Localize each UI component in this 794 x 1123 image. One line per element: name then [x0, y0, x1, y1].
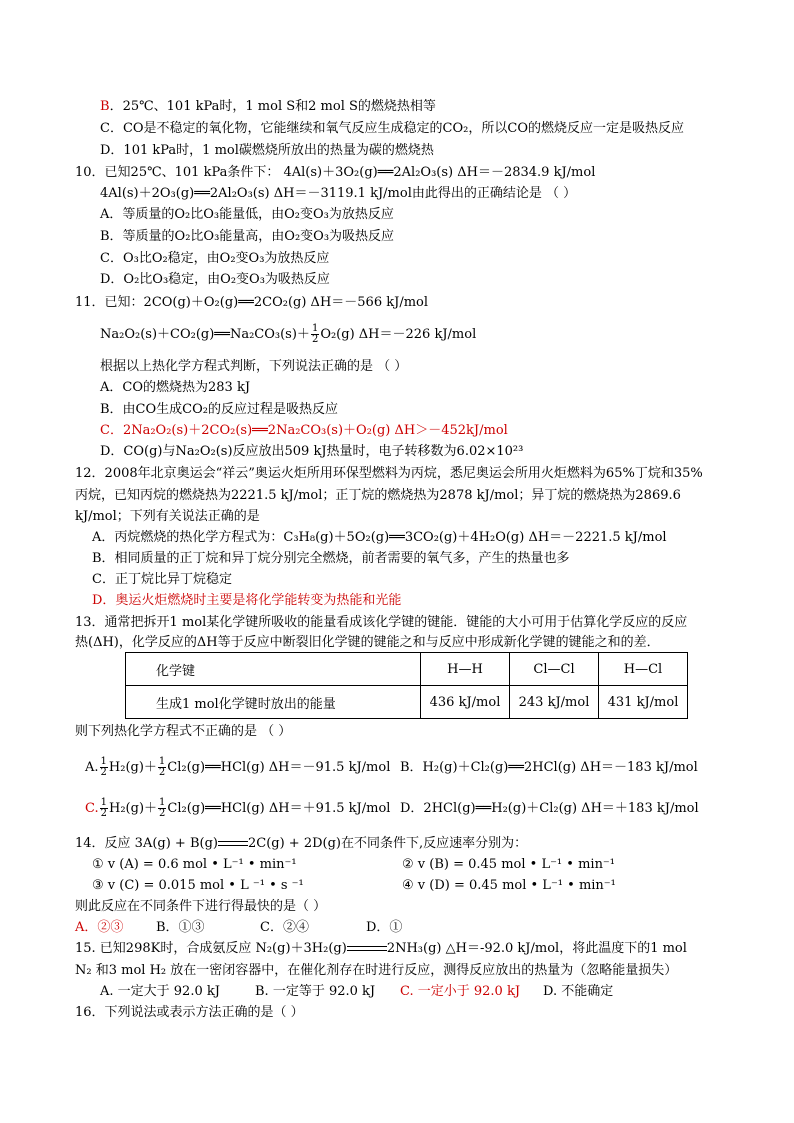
q14-eq-part1: 14．反应 3A(g) + B(g)	[75, 836, 218, 851]
q12-option-b: B．相同质量的正丁烷和异丁烷分别完全燃烧，前者需要的氧气多，产生的热量也多	[92, 551, 570, 566]
q14-option-d: D．①	[366, 920, 403, 935]
q15-option-c: C. 一定小于 92.0 kJ	[400, 984, 521, 999]
fraction-numerator: 1	[100, 756, 107, 767]
q11-eq-part2: O₂(g) ΔH＝－226 kJ/mol	[320, 327, 477, 342]
q15-option-b: B. 一定等于 92.0 kJ	[255, 984, 376, 999]
q10-option-b: B．等质量的O₂比O₃能量高，由O₂变O₃为吸热反应	[100, 229, 395, 244]
option-eq-part2: Cl₂(g)══HCl(g) ΔH＝＋91.5 kJ/mol	[167, 801, 391, 816]
q10-option-d: D．O₂比O₃稳定，由O₂变O₃为吸热反应	[100, 272, 330, 287]
q14-rate-3: ③ v (C) = 0.015 mol • L ⁻¹ • s ⁻¹	[92, 878, 304, 893]
q14-option-b: B．①③	[156, 920, 205, 935]
fraction-half	[100, 798, 108, 819]
q14-stem-line2: 则此反应在不同条件下进行得最快的是（ ）	[75, 899, 327, 914]
option-eq-part1: H₂(g)＋	[109, 801, 158, 816]
q15-option-a: A. 一定大于 92.0 kJ	[100, 984, 220, 999]
q12-option-c: C．正丁烷比异丁烷稳定	[92, 572, 232, 587]
q14-option-a: A．②③	[75, 920, 124, 935]
q13-option-b: B．H₂(g)＋Cl₂(g)══2HCl(g) ΔH＝－183 kJ/mol	[400, 760, 698, 775]
table-header-cell: H—Cl	[599, 653, 688, 686]
q14-rate-4: ④ v (D) = 0.45 mol • L⁻¹ • min⁻¹	[402, 878, 616, 893]
q12-stem-line2: 丙烷，已知丙烷的燃烧热为2221.5 kJ/mol；正丁烷的燃烧热为2878 kJ/mol；异丁烷的燃烧热为2869.6	[75, 488, 681, 503]
q14-rate-2: ② v (B) = 0.45 mol • L⁻¹ • min⁻¹	[402, 857, 616, 872]
q11-option-c: C．2Na₂O₂(s)＋2CO₂(s)══2Na₂CO₃(s)＋O₂(g) ΔH＞－452kJ/mol	[100, 423, 508, 438]
q13-stem-line1: 13．通常把拆开1 mol某化学键所吸收的能量看成该化学键的键能．键能的大小可用于估算化学反应的反应	[75, 615, 688, 630]
fraction-denominator: 2	[158, 767, 166, 778]
table-header-cell: H—H	[421, 653, 510, 686]
q11-stem-line2	[100, 322, 476, 348]
q13-stem-line3: 则下列热化学方程式不正确的是 （ ）	[75, 724, 292, 739]
fraction-denominator: 2	[100, 767, 107, 778]
q14-option-c: C．②④	[260, 920, 309, 935]
option-label: A.	[85, 760, 99, 775]
q14-eq-part2: 2C(g) + 2D(g)在不同条件下,反应速率分别为：	[247, 836, 528, 851]
bond-energy-table	[125, 652, 688, 719]
fraction-numerator: 1	[158, 756, 166, 767]
fraction-denominator: 2	[159, 808, 166, 819]
q14-stem-line1	[75, 835, 527, 853]
q11-eq-part1: Na₂O₂(s)＋CO₂(g)══Na₂CO₃(s)＋	[100, 327, 310, 342]
table-header-cell: 化学键	[126, 653, 421, 686]
q12-stem-line3: kJ/mol；下列有关说法正确的是	[75, 509, 260, 524]
q10-stem-line1: 10．已知25℃、101 kPa条件下： 4Al(s)＋3O₂(g)══2Al₂O₃(s) ΔH＝－2834.9 kJ/mol	[75, 165, 596, 180]
q11-stem-line1: 11．已知：2CO(g)＋O₂(g)══2CO₂(g) ΔH＝－566 kJ/mol	[75, 295, 429, 310]
q13-option-c	[85, 795, 390, 823]
fraction-half	[158, 757, 166, 778]
q9-option-d: D．101 kPa时，1 mol碳燃烧所放出的热量为碳的燃烧热	[100, 143, 434, 158]
table-header-row	[126, 653, 688, 686]
fraction-numerator: 1	[311, 323, 319, 334]
q13-stem-line2: 热(ΔH)，化学反应的ΔH等于反应中断裂旧化学键的键能之和与反应中形成新化学键的键能之和的差．	[75, 635, 660, 650]
q11-option-a: A．CO的燃烧热为283 kJ	[100, 380, 251, 395]
q14-rate-1: ① v (A) = 0.6 mol • L⁻¹ • min⁻¹	[92, 857, 297, 872]
fraction-denominator: 2	[100, 808, 107, 819]
table-cell: 243 kJ/mol	[510, 686, 599, 719]
answer-mark: B	[100, 99, 110, 114]
q16-stem: 16．下列说法或表示方法正确的是（ ）	[75, 1005, 304, 1020]
option-eq-part2: Cl₂(g)══HCl(g) ΔH＝－91.5 kJ/mol	[167, 760, 391, 775]
table-header-cell: Cl—Cl	[510, 653, 599, 686]
option-eq-part1: H₂(g)＋	[108, 760, 157, 775]
fraction-numerator: 1	[100, 797, 107, 808]
table-cell: 生成1 mol化学键时放出的能量	[126, 686, 421, 719]
q15-stem-line2: N₂ 和3 mol H₂ 放在一密闭容器中，在催化剂存在时进行反应，测得反应放出的热量为（忽略能量损失）	[75, 963, 678, 978]
q9-option-c: C．CO是不稳定的氧化物，它能继续和氧气反应生成稳定的CO₂，所以CO的燃烧反应一定是吸热反应	[100, 121, 684, 136]
q12-stem-line1: 12．2008年北京奥运会“祥云”奥运火炬所用环保型燃料为丙烷，悉尼奥运会所用火炬燃料为65%丁烷和35%	[75, 466, 703, 481]
q11-option-d: D．CO(g)与Na₂O₂(s)反应放出509 kJ热量时，电子转移数为6.02×10²³	[100, 444, 524, 459]
q15-option-d: D. 不能确定	[543, 984, 614, 999]
q10-option-c: C．O₃比O₂稳定，由O₂变O₃为放热反应	[100, 251, 330, 266]
q15-eq-part2: 2NH₃(g) △H＝-92.0 kJ/mol，将此温度下的1 mol	[386, 941, 687, 956]
q12-option-a: A．丙烷燃烧的热化学方程式为：C₃H₈(g)＋5O₂(g)══3CO₂(g)＋4H₂O(g) ΔH＝－2221.5 kJ/mol	[92, 530, 667, 545]
q12-option-d: D．奥运火炬燃烧时主要是将化学能转变为热能和光能	[92, 593, 402, 608]
fraction-denominator: 2	[311, 334, 319, 345]
fraction-half	[100, 757, 108, 778]
fraction-half	[311, 324, 319, 345]
table-cell: 436 kJ/mol	[421, 686, 510, 719]
q15-eq-part1: 15. 已知298K时，合成氨反应 N₂(g)＋3H₂(g)	[75, 941, 347, 956]
q13-option-a	[85, 754, 390, 782]
q11-stem-line3: 根据以上热化学方程式判断，下列说法正确的是 （ ）	[100, 359, 408, 374]
q13-option-d: D．2HCl(g)══H₂(g)＋Cl₂(g) ΔH＝＋183 kJ/mol	[400, 801, 699, 816]
reversible-arrow-icon	[347, 944, 387, 954]
q10-option-a: A．等质量的O₂比O₃能量低，由O₂变O₃为放热反应	[100, 207, 394, 222]
reversible-arrow-icon	[218, 839, 248, 849]
q10-stem-line2: 4Al(s)＋2O₃(g)══2Al₂O₃(s) ΔH＝－3119.1 kJ/mol由此得出的正确结论是 （ ）	[100, 186, 577, 201]
table-cell: 431 kJ/mol	[599, 686, 688, 719]
q11-option-b: B．由CO生成CO₂的反应过程是吸热反应	[100, 402, 338, 417]
table-row	[126, 686, 688, 719]
q9-option-b-text: ．25℃、101 kPa时，1 mol S和2 mol S的燃烧热相等	[109, 99, 436, 114]
option-label: C.	[85, 801, 99, 816]
q9-option-b	[100, 98, 436, 116]
fraction-half	[158, 798, 166, 819]
q15-stem-line1	[75, 940, 687, 958]
fraction-numerator: 1	[159, 797, 166, 808]
